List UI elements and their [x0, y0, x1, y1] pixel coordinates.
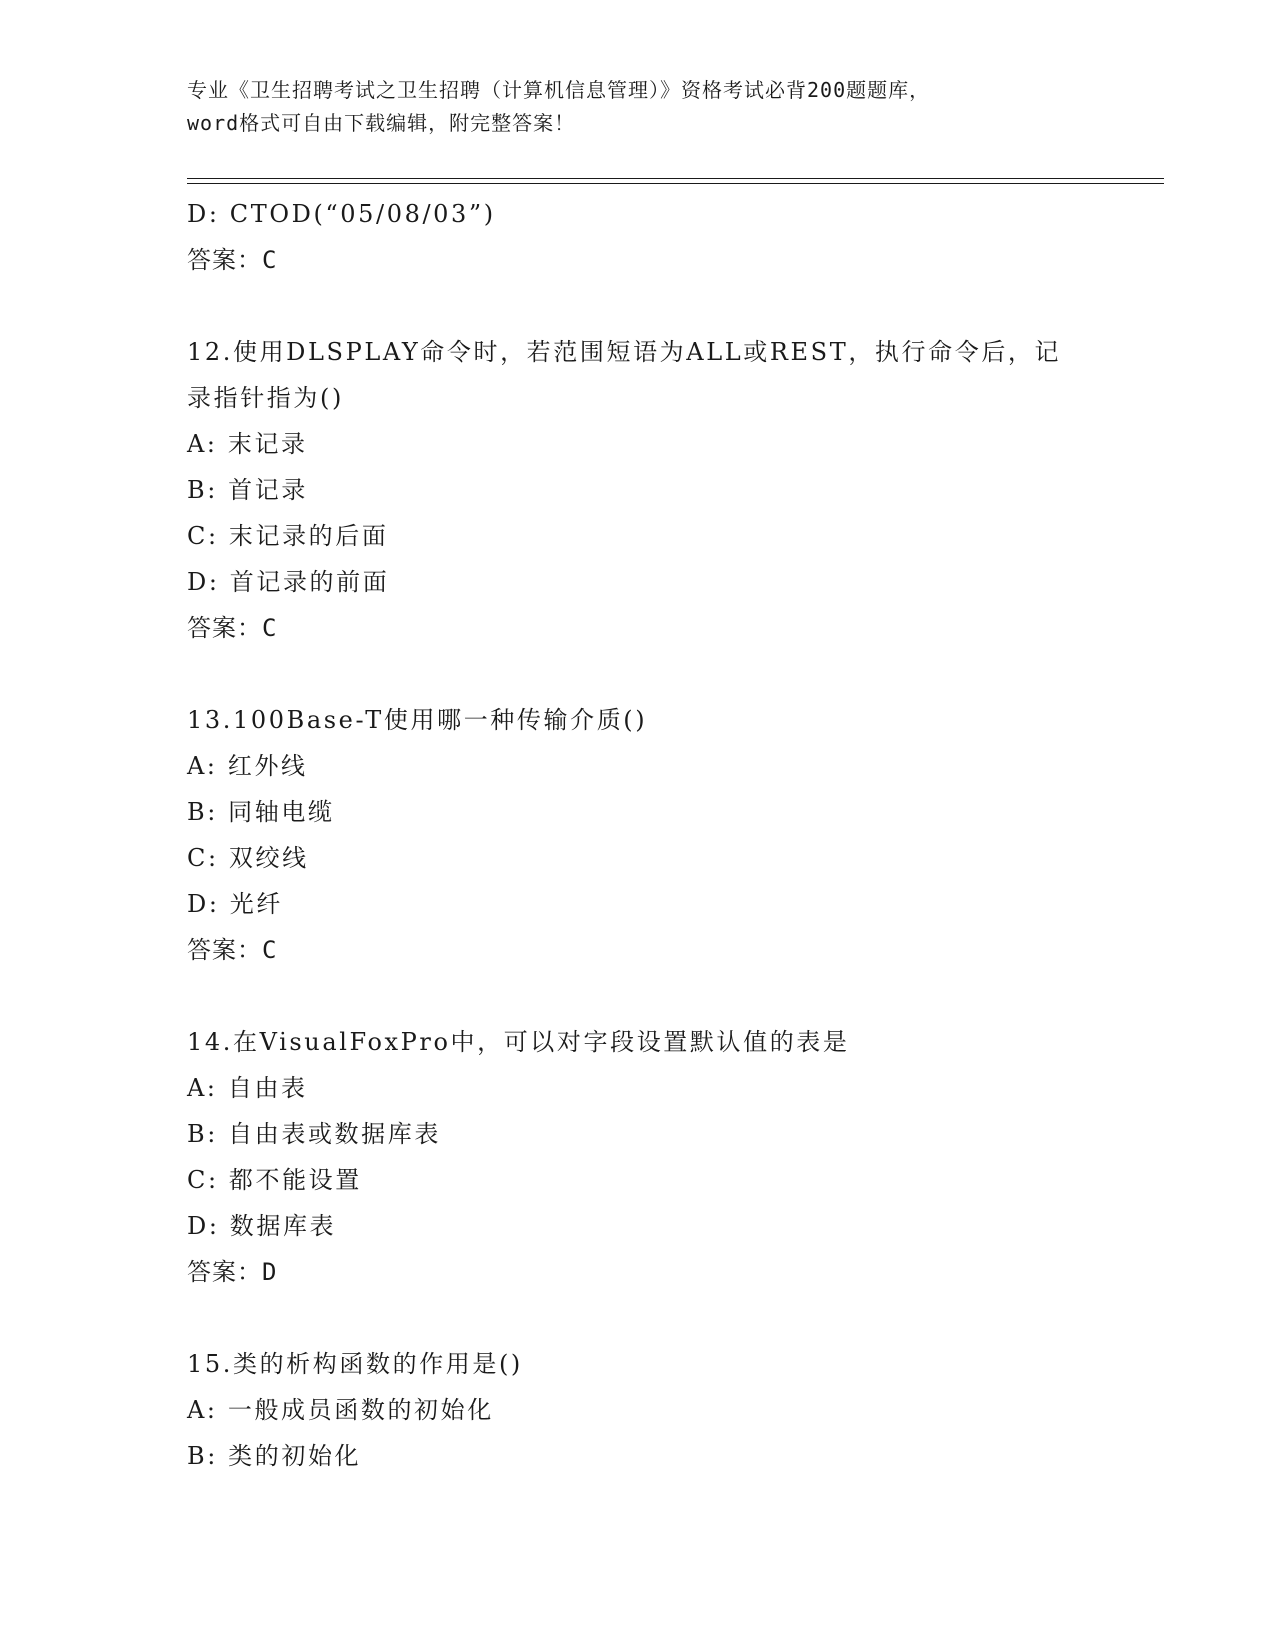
spacer — [187, 1295, 1087, 1341]
option-d: D: 光纤 — [187, 890, 283, 918]
question-list — [187, 191, 1087, 1479]
option-a: A: 自由表 — [187, 1074, 308, 1102]
header-line-1: 专业《卫生招聘考试之卫生招聘（计算机信息管理）》资格考试必背200题题库， — [187, 78, 931, 102]
option-c: C: 末记录的后面 — [187, 522, 389, 550]
option-a: A: 一般成员函数的初始化 — [187, 1396, 494, 1424]
answer-line: 答案：C — [187, 614, 278, 642]
question-stem: 13.100Base-T使用哪一种传输介质() — [187, 706, 648, 734]
question-12 — [187, 329, 1087, 651]
option-b: B: 类的初始化 — [187, 1442, 362, 1470]
document-header — [187, 74, 1087, 140]
question-stem: 15.类的析构函数的作用是() — [187, 1350, 523, 1378]
header-divider-bottom — [187, 183, 1164, 184]
option-a: A: 红外线 — [187, 752, 308, 780]
option-b: B: 自由表或数据库表 — [187, 1120, 441, 1148]
question-13 — [187, 697, 1087, 973]
question-14 — [187, 1019, 1087, 1295]
option-b: B: 首记录 — [187, 476, 308, 504]
answer-line: 答案：D — [187, 1258, 278, 1286]
spacer — [187, 973, 1087, 1019]
header-divider-top — [187, 178, 1164, 179]
spacer — [187, 651, 1087, 697]
option-c: C: 都不能设置 — [187, 1166, 362, 1194]
question-stem: 12.使用DLSPLAY命令时，若范围短语为ALL或REST，执行命令后，记 — [187, 338, 1062, 366]
option-c: C: 双绞线 — [187, 844, 309, 872]
previous-question-tail — [187, 191, 1087, 283]
option-d: D: 数据库表 — [187, 1212, 337, 1240]
question-15 — [187, 1341, 1087, 1479]
option-d: D: 首记录的前面 — [187, 568, 390, 596]
option-d: D: CTOD(“05/08/03”) — [187, 200, 496, 228]
answer-line: 答案：C — [187, 936, 278, 964]
question-stem: 14.在VisualFoxPro中，可以对字段设置默认值的表是 — [187, 1028, 850, 1056]
spacer — [187, 283, 1087, 329]
answer-line: 答案：C — [187, 246, 278, 274]
option-a: A: 末记录 — [187, 430, 308, 458]
question-stem-continued: 录指针指为() — [187, 384, 344, 412]
option-b: B: 同轴电缆 — [187, 798, 335, 826]
header-line-2: word格式可自由下载编辑，附完整答案！ — [187, 111, 576, 135]
